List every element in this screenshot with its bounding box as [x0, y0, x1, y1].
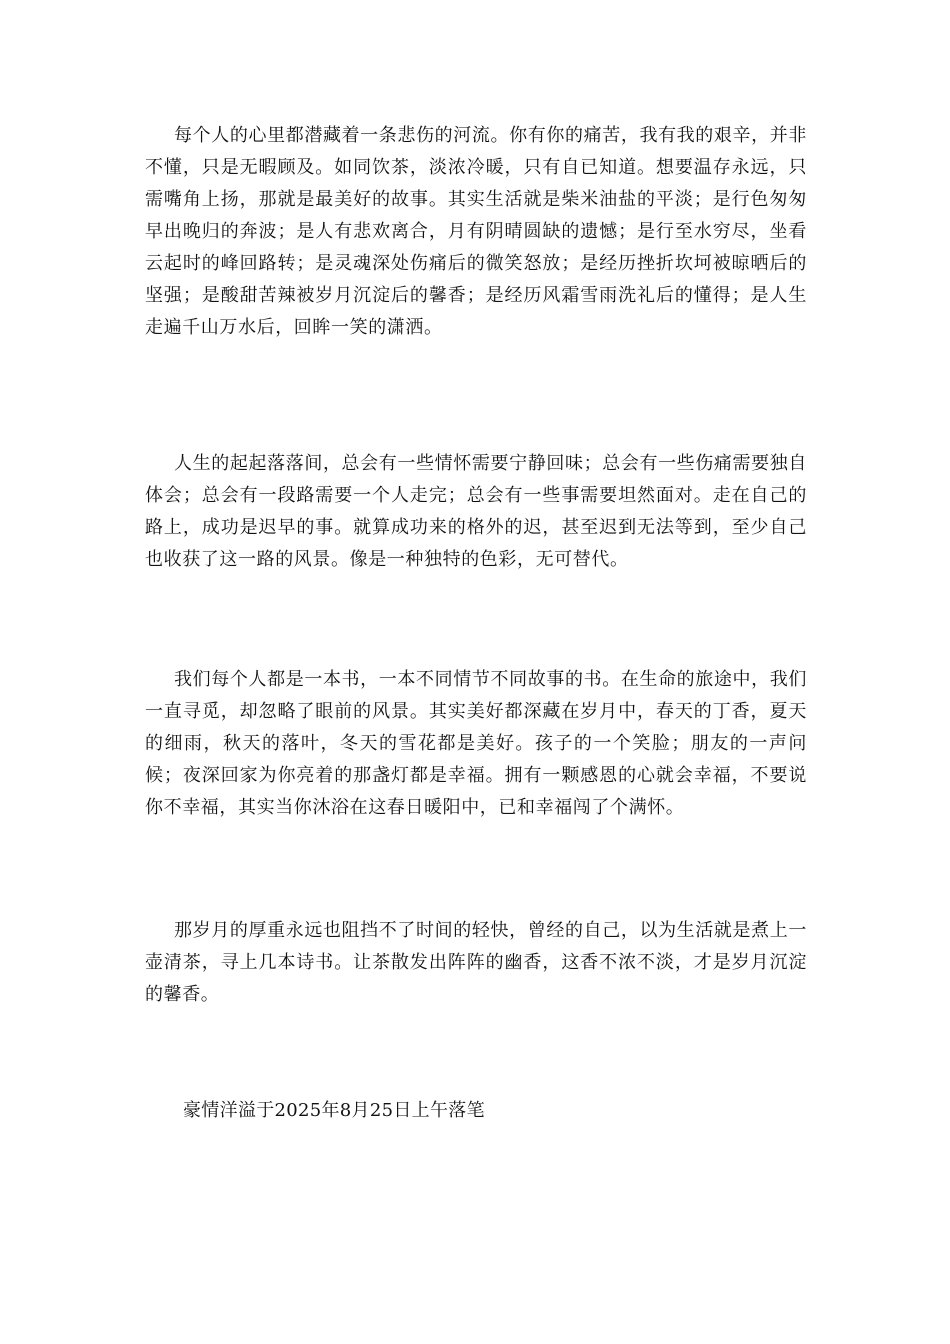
paragraph-3: 我们每个人都是一本书，一本不同情节不同故事的书。在生命的旅途中，我们一直寻觅，却忽略了眼前的风景。其实美好都深藏在岁月中，春天的丁香，夏天的细雨，秋天的落叶，冬天的雪花都是美好。孩子的一个笑脸；朋友的一声问候；夜深回家为你亮着的那盏灯都是幸福。拥有一颗感恩的心就会幸福，不要说你不幸福，其实当你沐浴在这春日暖阳中，已和幸福闯了个满怀。 — [145, 669, 807, 818]
signature-line: 豪情洋溢于2025年8月25日上午落笔 — [183, 1100, 485, 1121]
paragraph-2: 人生的起起落落间，总会有一些情怀需要宁静回味；总会有一些伤痛需要独自体会；总会有一段路需要一个人走完；总会有一些事需要坦然面对。走在自己的路上，成功是迟早的事。就算成功来的格外的迟，甚至迟到无法等到，至少自己也收获了这一路的风景。像是一种独特的色彩，无可替代。 — [145, 453, 807, 570]
paragraph-1: 每个人的心里都潜藏着一条悲伤的河流。你有你的痛苦，我有我的艰辛，并非不懂，只是无暇顾及。如同饮茶，淡浓冷暖，只有自已知道。想要温存永远，只需嘴角上扬，那就是最美好的故事。其实生活就是柴米油盐的平淡；是行色匆匆早出晚归的奔波；是人有悲欢离合，月有阴晴圆缺的遗憾；是行至水穷尽，坐看云起时的峰回路转；是灵魂深处伤痛后的微笑怒放；是经历挫折坎坷被晾晒后的坚强；是酸甜苦辣被岁月沉淀后的馨香；是经历风霜雪雨洗礼后的懂得；是人生走遍千山万水后，回眸一笑的潇洒。 — [145, 125, 807, 338]
paragraph-4: 那岁月的厚重永远也阻挡不了时间的轻快，曾经的自己，以为生活就是煮上一壶清茶，寻上几本诗书。让茶散发出阵阵的幽香，这香不浓不淡，才是岁月沉淀的馨香。 — [145, 920, 807, 1005]
